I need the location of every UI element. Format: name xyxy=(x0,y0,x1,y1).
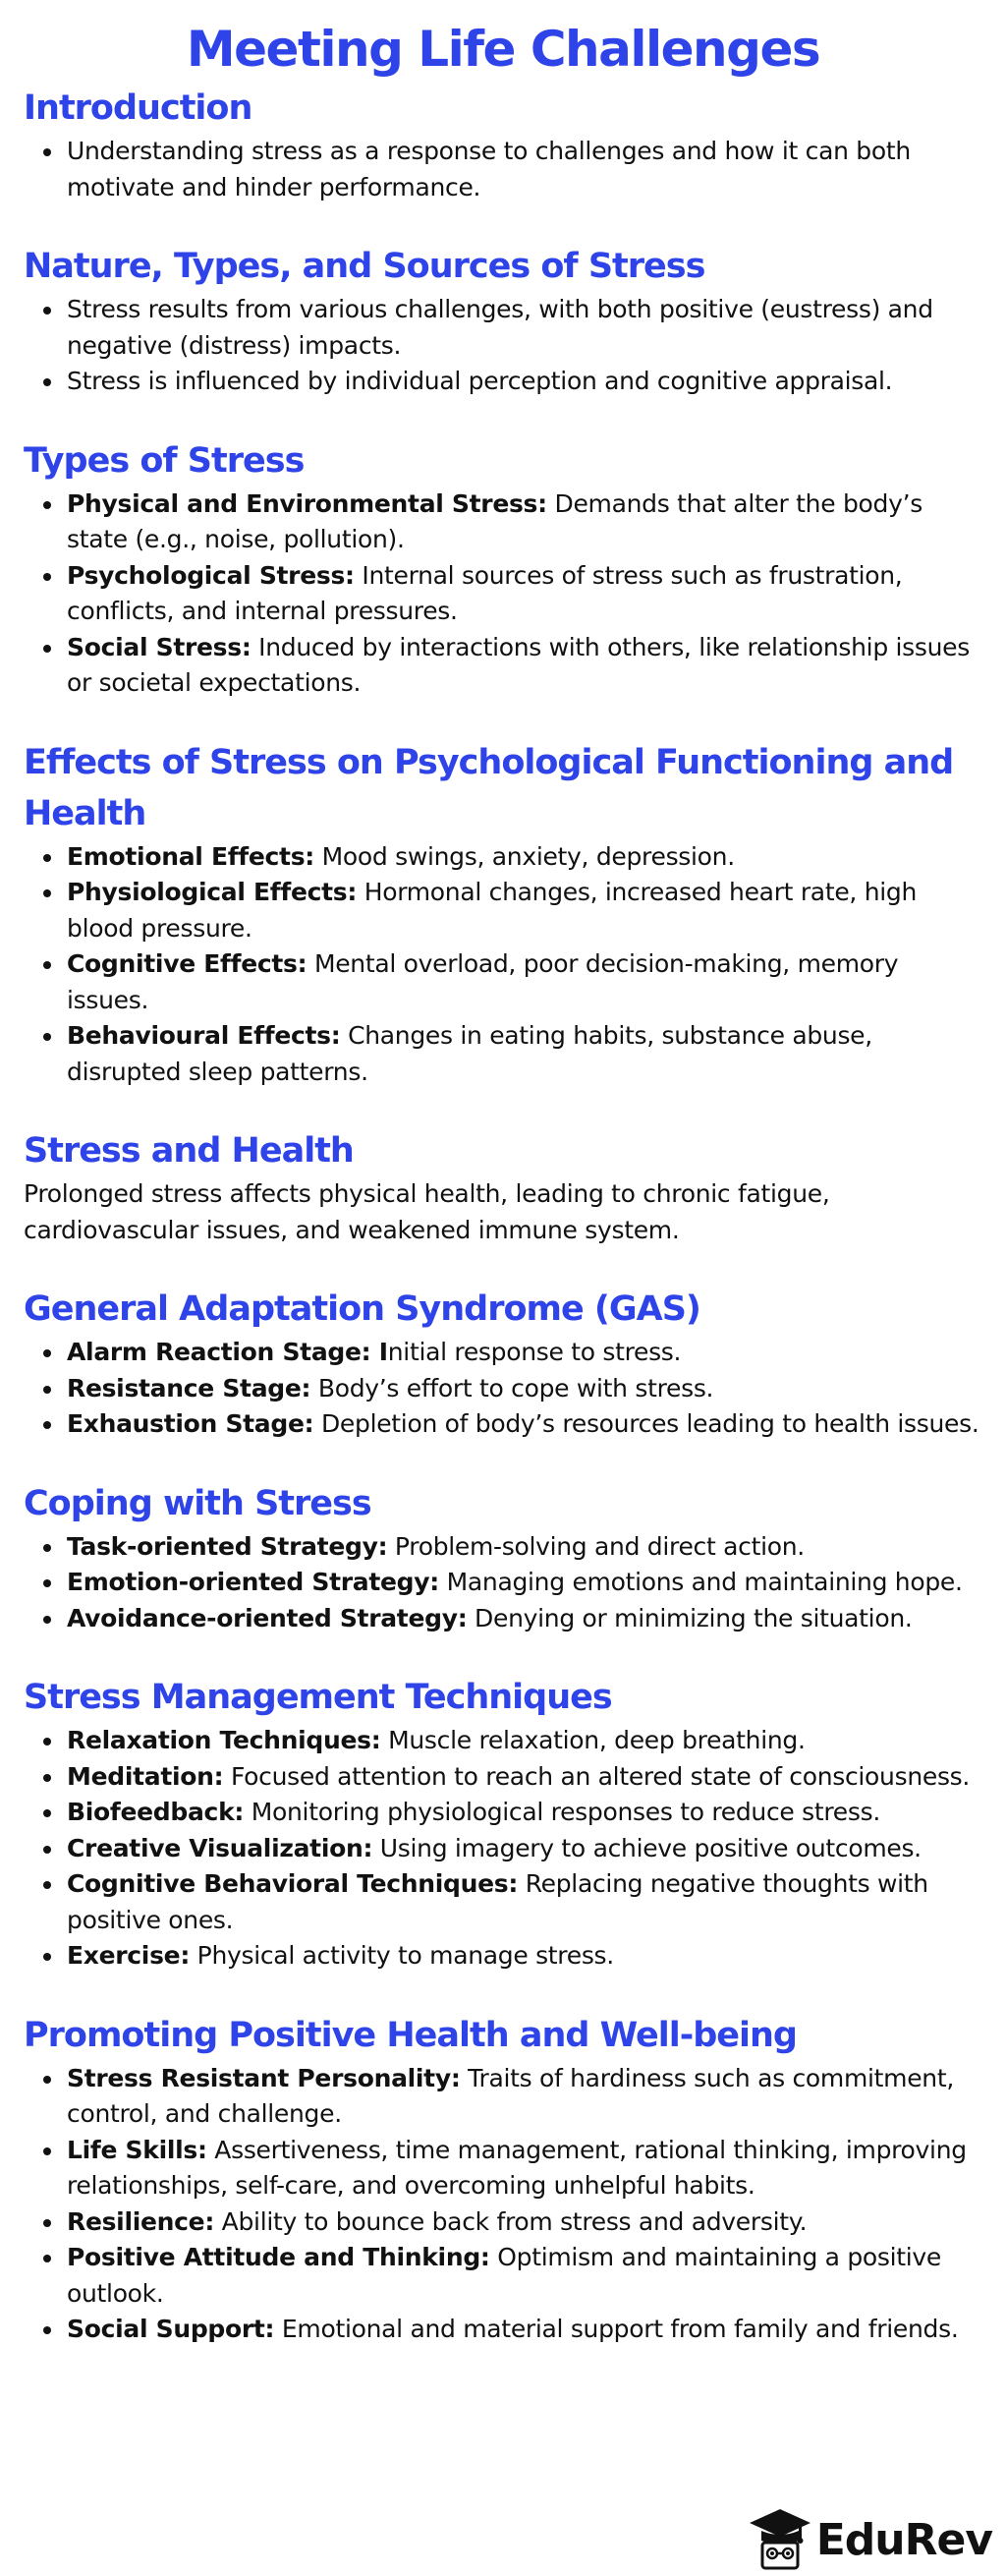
section-heading: Introduction xyxy=(24,88,252,128)
item-text: Physical activity to manage stress. xyxy=(190,1941,614,1970)
section-heading: Nature, Types, and Sources of Stress xyxy=(24,247,705,286)
section-heading: General Adaptation Syndrome (GAS) xyxy=(24,1289,700,1329)
section-effects-of-stress-on-psychological-functioning-and-health xyxy=(24,737,982,1091)
item-text: Mood swings, anxiety, depression. xyxy=(313,841,735,871)
item-term: Resilience: xyxy=(67,2206,215,2236)
item-term: Cognitive Behavioral Techniques: xyxy=(67,1869,519,1898)
item-text: Ability to bounce back from stress and adversity. xyxy=(214,2206,808,2236)
item-term: Physiological Effects: xyxy=(67,878,358,906)
list-item xyxy=(24,558,982,630)
list-item xyxy=(24,1938,982,1975)
sections-container xyxy=(24,83,982,2348)
section-heading: Types of Stress xyxy=(24,440,305,481)
bullet-list xyxy=(24,292,982,400)
item-text: Stress results from various challenges, with both positive (eustress) and negative (distress) impacts. xyxy=(67,295,933,360)
item-text: Denying or minimizing the situation. xyxy=(467,1603,913,1632)
item-term: Exercise: xyxy=(67,1941,191,1970)
item-term: Physical and Environmental Stress: xyxy=(67,488,547,518)
section-general-adaptation-syndrome-gas xyxy=(24,1284,982,1443)
section-paragraph: Prolonged stress affects physical health, leading to chronic fatigue, cardiovascular issues, and weakened immune system. xyxy=(24,1179,830,1244)
list-item xyxy=(24,2240,982,2312)
list-item xyxy=(24,1831,982,1867)
list-item xyxy=(24,292,982,364)
item-term: Life Skills: xyxy=(67,2135,207,2164)
section-heading: Promoting Positive Health and Well-being xyxy=(24,2015,797,2055)
list-item xyxy=(24,487,982,558)
bullet-list xyxy=(24,1723,982,1975)
item-text: Muscle relaxation, deep breathing. xyxy=(380,1726,806,1754)
item-text: Demands that alter the body’s state (e.g., noise, pollution). xyxy=(67,488,922,553)
section-spacer xyxy=(24,1248,982,1284)
item-term: Social Stress: xyxy=(67,632,252,661)
item-term: Psychological Stress: xyxy=(67,560,355,590)
list-item xyxy=(24,2204,982,2241)
item-text: Changes in eating habits, substance abuse, disrupted sleep patterns. xyxy=(67,1021,872,1086)
item-text: Problem-solving and direct action. xyxy=(387,1531,805,1561)
section-types-of-stress xyxy=(24,435,982,702)
item-term: Positive Attitude and Thinking: xyxy=(67,2243,490,2271)
item-text: Managing emotions and maintaining hope. xyxy=(438,1568,963,1596)
list-item xyxy=(24,1371,982,1407)
item-term: Alarm Reaction Stage: I xyxy=(67,1338,388,1366)
section-spacer xyxy=(24,400,982,435)
section-stress-and-health xyxy=(24,1125,982,1248)
list-item xyxy=(24,839,982,876)
list-item xyxy=(24,1723,982,1759)
edurev-logo xyxy=(748,2505,992,2574)
section-heading: Stress and Health xyxy=(24,1131,354,1171)
item-text: Traits of hardiness such as commitment, control, and challenge. xyxy=(67,2063,954,2128)
section-promoting-positive-health-and-well-being xyxy=(24,2010,982,2348)
item-text: Stress is influenced by individual perception and cognitive appraisal. xyxy=(67,367,893,395)
list-item xyxy=(24,2133,982,2204)
item-term: Task-oriented Strategy: xyxy=(67,1531,388,1561)
section-introduction xyxy=(24,83,982,205)
page-title: Meeting Life Challenges xyxy=(186,21,820,78)
list-item xyxy=(24,946,982,1018)
section-spacer xyxy=(24,1443,982,1478)
item-text: nitial response to stress. xyxy=(387,1338,682,1366)
section-coping-with-stress xyxy=(24,1478,982,1637)
item-text: Internal sources of stress such as frustration, conflicts, and internal pressures. xyxy=(67,560,903,625)
item-term: Biofeedback: xyxy=(67,1798,245,1826)
item-term: Emotional Effects: xyxy=(67,841,314,871)
item-term: Behavioural Effects: xyxy=(67,1021,341,1050)
section-stress-management-techniques xyxy=(24,1672,982,1975)
item-text: Focused attention to reach an altered state of consciousness. xyxy=(223,1761,971,1791)
section-spacer xyxy=(24,702,982,737)
bullet-list xyxy=(24,487,982,702)
item-text: Emotional and material support from family and friends. xyxy=(274,2315,959,2343)
bullet-list xyxy=(24,2061,982,2348)
section-spacer xyxy=(24,1636,982,1672)
item-term: Relaxation Techniques: xyxy=(67,1726,381,1754)
item-term: Creative Visualization: xyxy=(67,1833,373,1862)
list-item xyxy=(24,1866,982,1938)
section-heading: Effects of Stress on Psychological Functioning and Health xyxy=(24,742,954,833)
section-spacer xyxy=(24,1975,982,2010)
list-item xyxy=(24,1601,982,1637)
item-term: Social Support: xyxy=(67,2315,275,2343)
list-item xyxy=(24,1335,982,1371)
list-item xyxy=(24,1565,982,1601)
list-item xyxy=(24,1795,982,1831)
section-heading: Coping with Stress xyxy=(24,1483,371,1523)
bullet-list xyxy=(24,1529,982,1637)
list-item xyxy=(24,364,982,400)
item-text: Replacing negative thoughts with positive ones. xyxy=(67,1869,928,1934)
item-term: Exhaustion Stage: xyxy=(67,1409,314,1438)
section-nature-types-and-sources-of-stress xyxy=(24,241,982,400)
item-text: Body’s effort to cope with stress. xyxy=(310,1373,714,1402)
item-text: Hormonal changes, increased heart rate, high blood pressure. xyxy=(67,878,918,943)
item-text: Using imagery to achieve positive outcomes. xyxy=(372,1833,922,1862)
item-text: Optimism and maintaining a positive outlook. xyxy=(67,2243,941,2308)
bullet-list xyxy=(24,1335,982,1443)
list-item xyxy=(24,630,982,702)
item-term: Avoidance-oriented Strategy: xyxy=(67,1603,468,1632)
item-text: Mental overload, poor decision-making, memory issues. xyxy=(67,949,899,1014)
item-text: Depletion of body’s resources leading to health issues. xyxy=(313,1409,979,1438)
bullet-list xyxy=(24,134,982,205)
list-item xyxy=(24,1018,982,1090)
item-text: Understanding stress as a response to challenges and how it can both motivate and hinder performance. xyxy=(67,137,911,201)
list-item xyxy=(24,134,982,205)
item-text: Induced by interactions with others, like relationship issues or societal expectations. xyxy=(67,632,970,697)
item-text: Monitoring physiological responses to reduce stress. xyxy=(244,1798,880,1826)
item-term: Resistance Stage: xyxy=(67,1373,311,1402)
list-item xyxy=(24,875,982,946)
item-text: Assertiveness, time management, rational thinking, improving relationships, self-care, and overcoming unhelpful habits. xyxy=(67,2135,967,2200)
section-spacer xyxy=(24,205,982,241)
item-term: Cognitive Effects: xyxy=(67,949,307,978)
item-term: Stress Resistant Personality: xyxy=(67,2063,461,2092)
section-spacer xyxy=(24,1090,982,1125)
list-item xyxy=(24,2061,982,2133)
list-item xyxy=(24,2312,982,2348)
list-item xyxy=(24,1759,982,1796)
section-heading: Stress Management Techniques xyxy=(24,1678,612,1717)
graduate-cap-icon xyxy=(748,2505,812,2574)
list-item xyxy=(24,1529,982,1566)
item-term: Emotion-oriented Strategy: xyxy=(67,1568,439,1596)
bullet-list xyxy=(24,839,982,1091)
logo-text: EduRev xyxy=(815,2514,992,2565)
item-term: Meditation: xyxy=(67,1761,224,1791)
list-item xyxy=(24,1406,982,1443)
